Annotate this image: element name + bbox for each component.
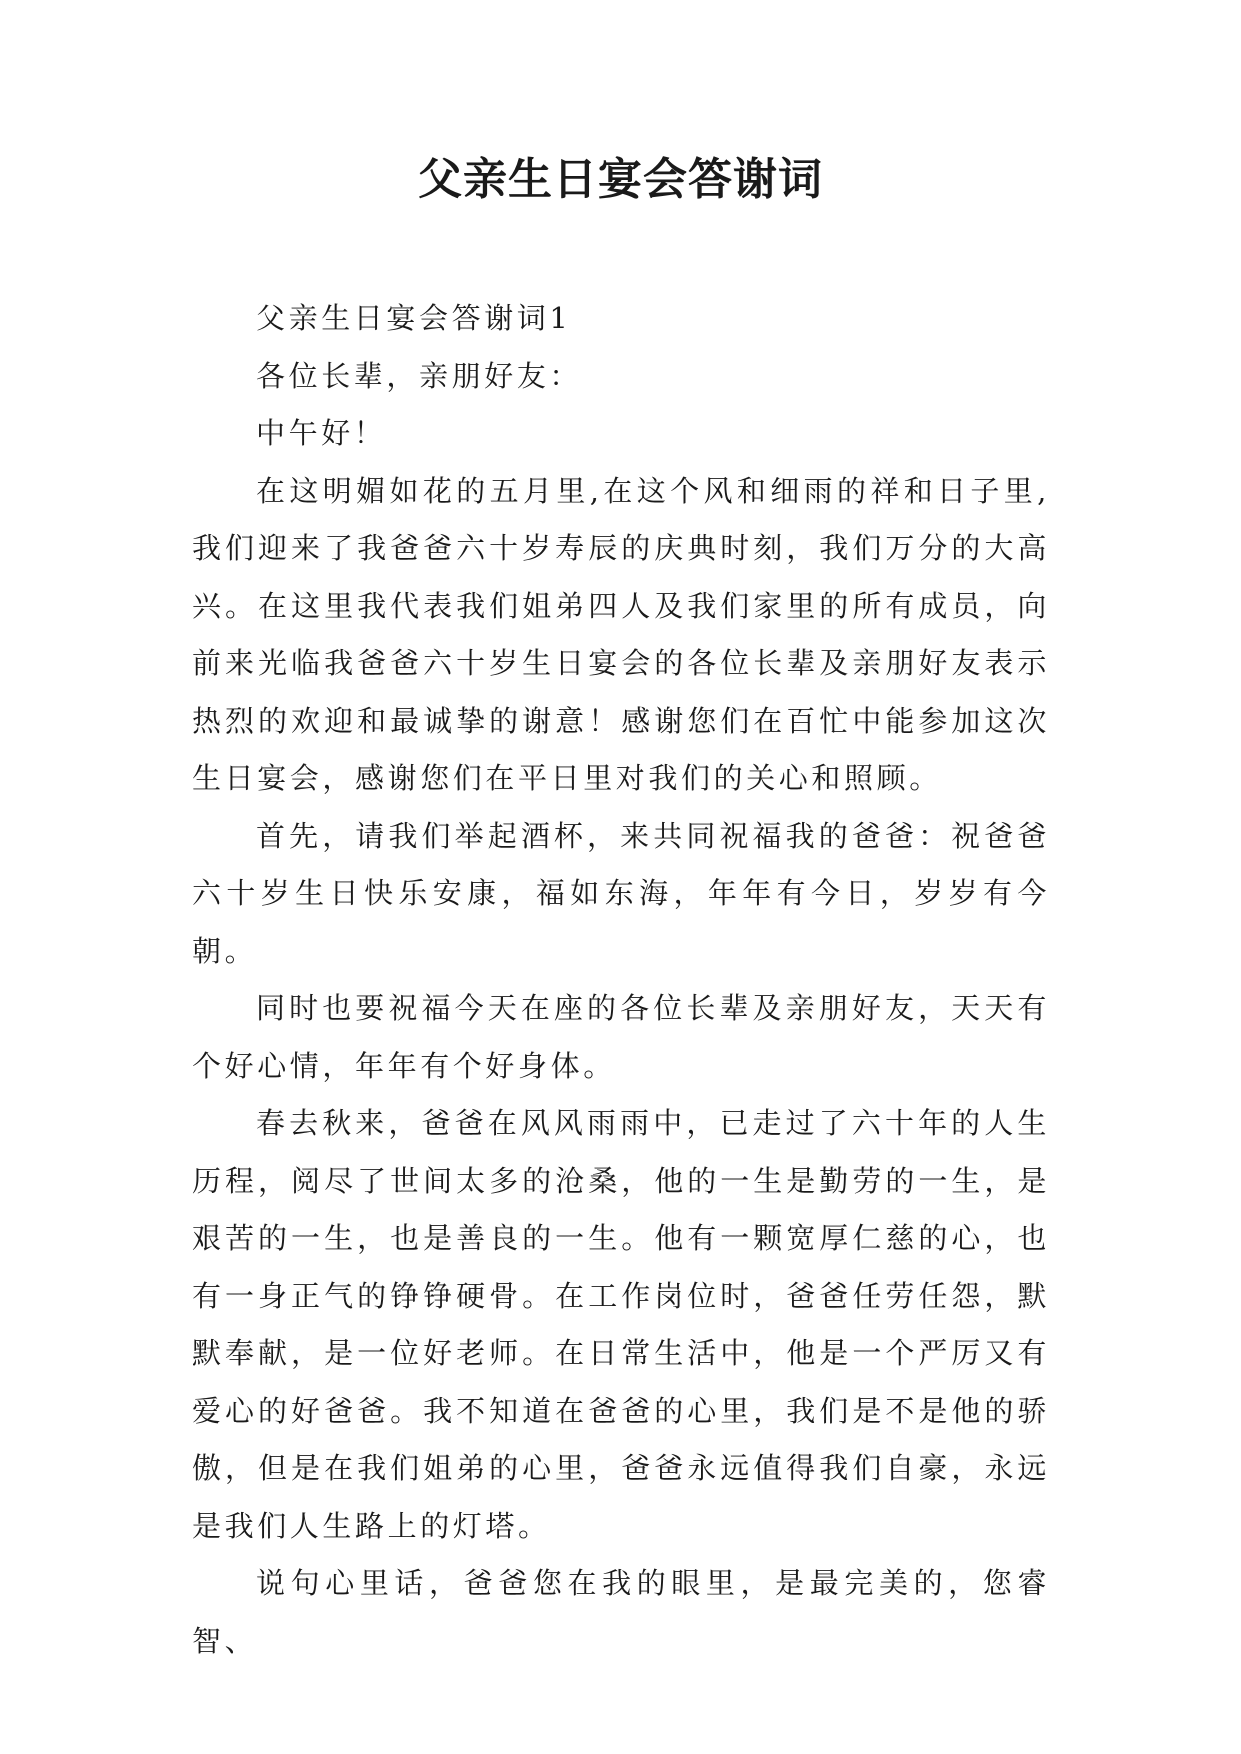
greeting: 中午好！ <box>256 416 387 450</box>
body-paragraph: 在这明媚如花的五月里,在这个风和细雨的祥和日子里,我们迎来了我爸爸六十岁寿辰的庆典时刻，我们万分的大高兴。在这里我代表我们姐弟四人及我们家里的所有成员，向前来光临我爸爸六十岁生日宴会的各位长辈及亲朋好友表示热烈的欢迎和最诚挚的谢意！感谢您们在百忙中能参加这次生日宴会，感谢您们在平日里对我们的关心和照顾。 <box>192 473 1050 795</box>
body-paragraph: 说句心里话，爸爸您在我的眼里，是最完美的，您睿智、 <box>192 1566 1050 1658</box>
document-title: 父亲生日宴会答谢词 <box>418 154 823 205</box>
body-paragraph: 首先，请我们举起酒杯，来共同祝福我的爸爸：祝爸爸六十岁生日快乐安康，福如东海，年年有今日，岁岁有今朝。 <box>192 818 1050 968</box>
body-paragraph: 同时也要祝福今天在座的各位长辈及亲朋好友，天天有个好心情，年年有个好身体。 <box>192 991 1050 1083</box>
body-paragraph: 春去秋来，爸爸在风风雨雨中，已走过了六十年的人生历程，阅尽了世间太多的沧桑，他的一生是勤劳的一生，是艰苦的一生，也是善良的一生。他有一颗宽厚仁慈的心，也有一身正气的铮铮硬骨。在工作岗位时，爸爸任劳任怨，默默奉献，是一位好老师。在日常生活中，他是一个严厉又有爱心的好爸爸。我不知道在爸爸的心里，我们是不是他的骄傲，但是在我们姐弟的心里，爸爸永远值得我们自豪，永远是我们人生路上的灯塔。 <box>192 1106 1050 1543</box>
salutation: 各位长辈，亲朋好友： <box>256 358 583 393</box>
document-body <box>192 290 1050 1670</box>
section-heading: 父亲生日宴会答谢词1 <box>256 301 572 335</box>
